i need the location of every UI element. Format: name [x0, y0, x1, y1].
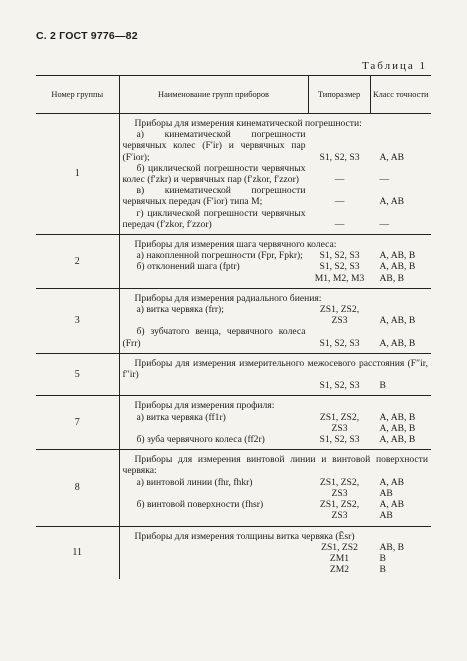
row-spacer — [120, 230, 432, 234]
item-size-line: S1, S2, S3 — [319, 261, 360, 273]
list-item — [120, 499, 432, 521]
item-size-line: M1, M2, M3 — [314, 272, 365, 284]
table-caption: Таблица 1 — [361, 60, 427, 72]
item-accuracy-class — [371, 499, 432, 521]
item-accuracy-class — [371, 129, 432, 163]
item-size-line: ZS1, ZS2, — [319, 499, 360, 511]
list-item — [120, 261, 432, 283]
page-header: С. 2 ГОСТ 9776—82 — [36, 30, 138, 42]
item-accuracy-class-line: — — [379, 218, 390, 230]
group-number: 7 — [36, 396, 119, 450]
item-accuracy-class-line: A, AB, B — [379, 261, 416, 273]
item-accuracy-class — [371, 261, 432, 283]
group-body — [119, 526, 431, 579]
item-size-line: ZS3 — [331, 422, 348, 434]
instruments-table — [36, 75, 431, 579]
list-item — [120, 129, 432, 163]
item-accuracy-class — [371, 250, 432, 261]
group-number: 1 — [36, 114, 119, 235]
table-row — [36, 235, 431, 289]
item-description: б) отклонений шага (fptr) — [136, 261, 240, 273]
group-body — [119, 235, 431, 289]
group-number: 2 — [36, 235, 119, 289]
group-number: 11 — [72, 547, 83, 559]
item-accuracy-class — [371, 434, 432, 445]
item-size-line: S1, S2, S3 — [319, 434, 360, 446]
item-size — [309, 326, 371, 348]
item-description — [120, 542, 309, 576]
item-accuracy-class-line: AB, B — [379, 541, 405, 553]
item-size-line: ZS1, ZS2, — [319, 304, 360, 316]
row-spacer — [120, 349, 432, 353]
row-spacer — [120, 445, 432, 449]
item-description: б) зуба червячного колеса (ff2r) — [136, 434, 265, 446]
item-accuracy-class-line: B — [379, 380, 386, 392]
item-accuracy-class-line: A, AB, B — [379, 315, 416, 327]
list-item — [120, 477, 432, 499]
item-accuracy-class-line: A, AB, B — [379, 422, 416, 434]
group-title: Приборы для измерения профиля: — [134, 400, 275, 412]
item-size-line: ZM1 — [329, 552, 350, 564]
group-number: 3 — [36, 288, 119, 353]
item-accuracy-class-line: A, AB, B — [379, 411, 416, 423]
row-spacer — [120, 575, 432, 579]
item-description: б) циклической погрешности червячных колес (f′zkr) и червячных пар (f′zkor, f′zzor) — [122, 162, 306, 186]
group-body — [119, 288, 431, 353]
item-size-line: — — [334, 218, 345, 230]
item-description: б) зубчатого венца, червячного колеса (Frr) — [122, 326, 306, 349]
table-row — [36, 353, 431, 396]
item-description: а) накопленной погрешности (Fpr, Fpkr); — [136, 250, 303, 262]
item-accuracy-class-line: A, AB, B — [379, 434, 416, 446]
item-size-line: ZS1, ZS2 — [321, 541, 358, 553]
table-row — [36, 396, 431, 450]
item-accuracy-class — [371, 208, 432, 230]
item-size — [309, 542, 371, 576]
item-size — [309, 208, 371, 230]
item-accuracy-class — [371, 412, 432, 434]
column-header-group-number: Номер группы — [36, 76, 119, 114]
item-size — [309, 163, 371, 185]
item-size — [309, 261, 371, 283]
group-body — [119, 396, 431, 450]
item-description: в) кинематической погрешности червячных передач (F′ior) типа M; — [122, 185, 306, 208]
table-row — [36, 526, 431, 579]
item-accuracy-class — [371, 304, 432, 326]
item-size-line: — — [334, 196, 345, 208]
item-accuracy-class — [371, 163, 432, 185]
item-size-line: — — [334, 174, 345, 186]
item-description: а) витка червяка (frr); — [136, 304, 224, 316]
item-size-line: ZS1, ZS2, — [319, 411, 360, 423]
item-size-line: S1, S2, S3 — [319, 250, 360, 262]
column-header-accuracy-class: Класс точности — [370, 76, 431, 114]
group-body — [119, 353, 431, 396]
item-description: г) циклической погрешности червячных передач (f′zkor, f′zzor) — [122, 207, 306, 230]
item-size — [309, 129, 371, 163]
table-header-row — [36, 76, 431, 114]
item-accuracy-class-line: A, AB — [379, 151, 405, 163]
list-item — [120, 434, 432, 445]
list-item — [120, 208, 432, 230]
group-title: Приборы для измерения шага червячного колеса: — [134, 239, 337, 251]
item-description: а) кинематической погрешности червячных колес (F′ir) и червячных пар (F′ior); — [122, 129, 306, 163]
item-size — [309, 304, 371, 326]
item-accuracy-class-line: — — [379, 174, 390, 186]
list-item — [120, 250, 432, 261]
row-spacer — [120, 284, 432, 288]
item-size-line: S1, S2, S3 — [319, 151, 360, 163]
group-body — [119, 114, 431, 235]
list-item — [120, 304, 432, 326]
item-size-line: ZS3 — [331, 315, 348, 327]
group-number: 5 — [36, 353, 119, 396]
group-title: Приборы для измерения толщины витка червяка (Ēsr) — [134, 530, 355, 542]
item-description: б) винтовой поверхности (fhsr) — [136, 499, 264, 511]
item-size-line: ZS1, ZS2, — [319, 476, 360, 488]
item-accuracy-class — [371, 477, 432, 499]
list-item — [120, 412, 432, 434]
item-description: а) винтовой линии (fhr, fhkr) — [136, 476, 253, 488]
item-size — [309, 185, 371, 207]
row-spacer — [120, 391, 432, 395]
list-item — [120, 380, 432, 391]
list-item — [120, 185, 432, 207]
item-size — [309, 380, 371, 391]
item-accuracy-class-line: B — [379, 564, 386, 576]
item-accuracy-class-line: A, AB — [379, 196, 405, 208]
list-item — [120, 163, 432, 185]
group-title: Приборы для измерения радиального биения: — [134, 292, 322, 304]
group-title: Приборы для измерения винтовой линии и винтовой поверхности червяка: — [122, 454, 428, 477]
list-item — [120, 542, 432, 576]
column-header-group-name: Наименование групп приборов — [119, 76, 308, 114]
group-title: Приборы для измерения кинематической погрешности: — [134, 118, 362, 129]
table-row — [36, 288, 431, 353]
item-accuracy-class-line: AB — [379, 510, 393, 522]
item-accuracy-class-line: AB, B — [379, 272, 405, 284]
item-description — [120, 380, 309, 391]
group-number: 8 — [36, 450, 119, 526]
column-header-size: Типоразмер — [308, 76, 370, 114]
item-description: а) витка червяка (ff1r) — [136, 411, 226, 423]
item-accuracy-class — [371, 542, 432, 576]
item-size-line: ZS3 — [331, 510, 348, 522]
table-row — [36, 114, 431, 235]
item-accuracy-class-line: A, AB, B — [379, 250, 416, 262]
item-accuracy-class — [371, 380, 432, 391]
item-size — [309, 250, 371, 261]
item-accuracy-class — [371, 185, 432, 207]
list-item — [120, 326, 432, 348]
group-body — [119, 450, 431, 526]
item-accuracy-class-line: AB — [379, 487, 393, 499]
table-row — [36, 450, 431, 526]
item-size-line: ZS3 — [331, 487, 348, 499]
item-accuracy-class-line: A, AB — [379, 476, 405, 488]
item-accuracy-class-line: A, AB — [379, 499, 405, 511]
row-spacer — [120, 522, 432, 526]
item-size-line: ZM2 — [329, 564, 350, 576]
item-size — [309, 477, 371, 499]
item-size — [309, 412, 371, 434]
group-title: Приборы для измерения измерительного межосевого расстояния (F″ir, f″ir) — [122, 357, 428, 381]
item-size-line: S1, S2, S3 — [319, 337, 360, 349]
item-size — [309, 434, 371, 445]
item-accuracy-class — [371, 326, 432, 348]
item-accuracy-class-line: B — [379, 552, 386, 564]
item-accuracy-class-line: A, AB, B — [379, 337, 416, 349]
item-size — [309, 499, 371, 521]
item-size-line: S1, S2, S3 — [319, 380, 360, 392]
